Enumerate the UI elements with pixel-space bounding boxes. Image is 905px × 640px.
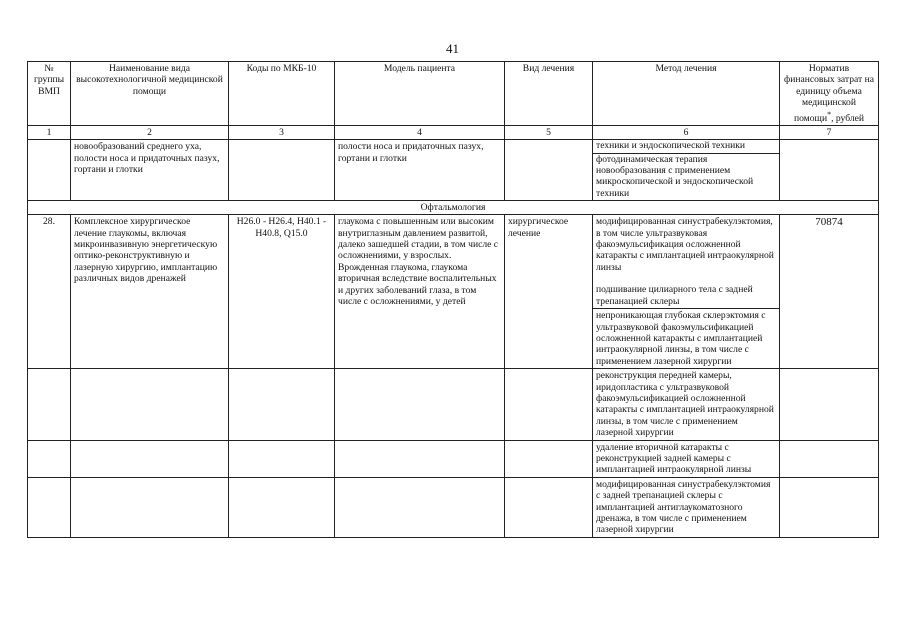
treatment-method-cell	[593, 140, 780, 201]
table-row	[28, 477, 879, 537]
header-treatment-type: Вид лечения	[505, 62, 593, 126]
method-item: техники и эндоскопической техники	[596, 140, 746, 152]
continuation-row	[28, 140, 879, 201]
header-care-type: Наименование вида высокотехнологичной медицинской помощи	[71, 62, 229, 126]
patient-model-cell: глаукома с повышенным или высоким внутриглазным давлением развитой, далеко зашедшей стадии, в том числе с осложнениями, у взрослых. Врожденная глаукома, глаукома вторичная вследствие воспалительных и других заболеваний глаза, в том числе с осложнениями, у детей	[335, 215, 505, 369]
group-number-cell: 28.	[28, 215, 71, 369]
icd-codes-cell: H26.0 - H26.4, H40.1 - H40.8, Q15.0	[229, 215, 335, 369]
cost-standard-cell: 70874	[780, 215, 879, 369]
care-type-cell: новообразований среднего уха, полости носа и придаточных пазух, гортани и глотки	[71, 140, 229, 201]
treatment-method-cell: непроникающая глубокая склерэктомия с ультразвуковой факоэмульсификацией осложненной катаракты с имплантацией интраокулярной линзы, в том числе с применением лазерной хирургии	[593, 309, 780, 369]
patient-model-cell: полости носа и придаточных пазух, гортани и глотки	[335, 140, 505, 201]
header-cost-standard: Норматив финансовых затрат на единицу объема медицинской помощи*, рублей	[780, 62, 879, 126]
table-row	[28, 369, 879, 440]
vmp-table	[27, 61, 879, 538]
column-numbers-row	[28, 126, 879, 140]
treatment-method-cell: реконструкция передней камеры, иридопластика с ультразвуковой факоэмульсификацией осложненной катаракты с имплантацией интраокулярной линзы, в том числе с применением лазерной хирургии	[593, 369, 780, 440]
column-number: 5	[505, 126, 593, 140]
care-type-cell: Комплексное хирургическое лечение глаукомы, включая микроинвазивную энергетическую оптико-реконструктивную и лазерную хирургию, имплантацию различных видов дренажей	[71, 215, 229, 369]
column-number: 2	[71, 126, 229, 140]
column-number: 6	[593, 126, 780, 140]
header-group-number: № группы ВМП	[28, 62, 71, 126]
method-item: фотодинамическая терапия новообразования с применением микроскопической и эндоскопической техники	[593, 153, 779, 200]
column-number: 3	[229, 126, 335, 140]
method-item: модифицированная синустрабекулэктомия, в том числе ультразвуковая факоэмульсификация осложненной катаракты с имплантацией интраокулярной линзы	[596, 216, 774, 273]
treatment-method-cell: модифицированная синустрабекулэктомия с задней трепанацией склеры с имплантацией антиглаукоматозного дренажа, в том числе с применением лазерной хирургии	[593, 477, 780, 537]
column-number: 7	[780, 126, 879, 140]
section-title: Офтальмология	[28, 201, 879, 215]
column-number: 1	[28, 126, 71, 140]
header-treatment-method: Метод лечения	[593, 62, 780, 126]
treatment-method-cell: удаление вторичной катаракты с реконструкцией задней камеры с имплантацией интраокулярной линзы	[593, 440, 780, 477]
method-item: подшивание цилиарного тела с задней трепанацией склеры	[596, 284, 753, 307]
treatment-method-cell	[593, 215, 780, 309]
page-number: 41	[446, 41, 459, 56]
table-row	[28, 215, 879, 309]
table-row	[28, 440, 879, 477]
header-row	[28, 62, 879, 126]
column-number: 4	[335, 126, 505, 140]
section-row	[28, 201, 879, 215]
header-patient-model: Модель пациента	[335, 62, 505, 126]
header-icd-codes: Коды по МКБ-10	[229, 62, 335, 126]
treatment-type-cell: хирургическое лечение	[505, 215, 593, 369]
